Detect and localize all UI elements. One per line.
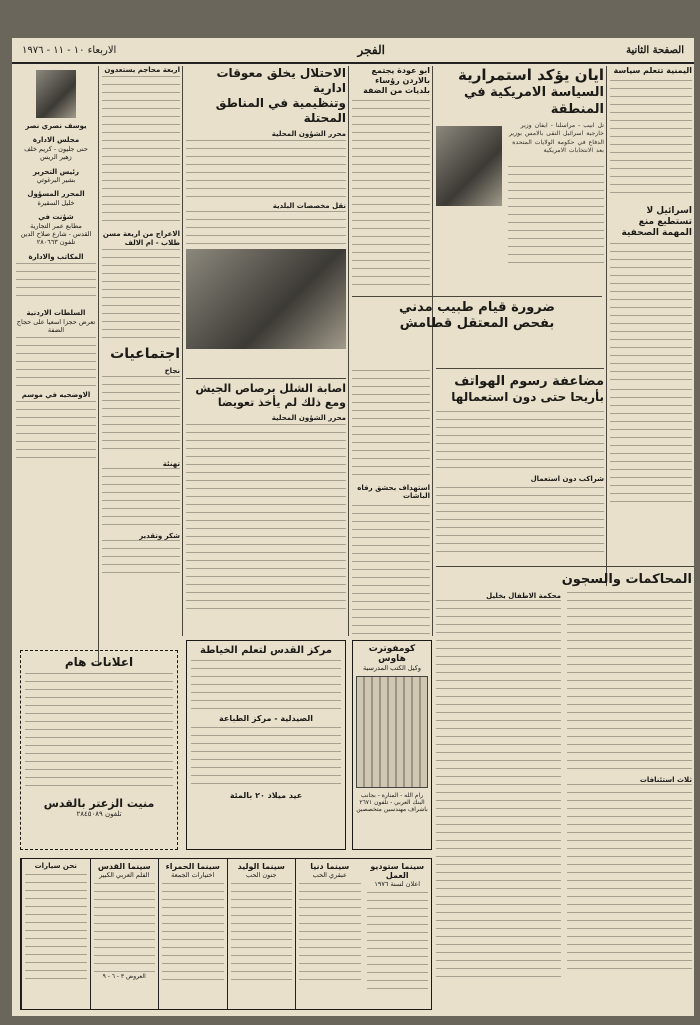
office-title: المكاتب والادارة bbox=[28, 252, 84, 261]
staff-box bbox=[16, 66, 96, 656]
body-text bbox=[16, 401, 96, 461]
column-rule bbox=[182, 66, 183, 636]
photo-minister bbox=[436, 126, 502, 206]
newspaper-page bbox=[12, 38, 694, 1016]
occupation-headline-2: وتنظيمية في المناطق المحتلة bbox=[215, 96, 346, 125]
thanks-headline: شكر وتقدير bbox=[139, 532, 180, 541]
body-text bbox=[299, 883, 361, 983]
print-title: شؤنت في bbox=[38, 213, 74, 222]
cinema-film: اعلان لسنة ١٩٧٦ bbox=[374, 880, 421, 888]
body-text bbox=[610, 243, 692, 383]
right-column: اليمنية تتعلم سياسة اسرائيل لا تستطيع منع المهمة الصحفية bbox=[610, 66, 692, 586]
ad-computer-title: كومفوترت هاوس bbox=[368, 644, 416, 664]
section-label: الصفحة الثانية bbox=[626, 44, 684, 56]
section-divider bbox=[352, 296, 602, 297]
body-text bbox=[436, 487, 604, 557]
board-extra: زهير الريس bbox=[40, 153, 72, 162]
cinema-times: العروض ٣ - ٦ - ٩ bbox=[102, 973, 146, 980]
phones-story bbox=[436, 374, 604, 564]
paper-name: الفجر bbox=[357, 43, 385, 57]
board-members: حنى جليون - كريم خلف bbox=[24, 144, 88, 153]
body-text bbox=[94, 883, 156, 973]
body-text bbox=[25, 874, 87, 984]
notice-line: منيت الزعتر بالقدس bbox=[43, 797, 155, 810]
doctor-headline-2: بفحص المعتقل قطامش bbox=[399, 316, 555, 331]
photo-editor bbox=[36, 70, 76, 118]
cinema-col bbox=[295, 859, 364, 1009]
body-text bbox=[508, 166, 604, 266]
ad-computer-address: رام الله - المنارة - بجانب البنك العربي - تلفون ٢٦٧١ bbox=[359, 792, 425, 806]
social-headline: اجتماعيات bbox=[110, 346, 180, 363]
body-text bbox=[25, 673, 173, 793]
cinema-film: جنون الحب bbox=[245, 871, 277, 879]
body-text bbox=[436, 600, 561, 980]
shooting-story bbox=[186, 382, 346, 632]
lead-story bbox=[436, 66, 604, 276]
body-text bbox=[186, 424, 346, 614]
body-text bbox=[102, 249, 180, 339]
issue-date: الاربعاء ١٠ - ١١ - ١٩٧٦ bbox=[22, 44, 117, 56]
phones-headline: مضاعفة رسوم الهواتف bbox=[454, 374, 604, 389]
masthead bbox=[12, 38, 694, 64]
body-text bbox=[191, 660, 341, 710]
body-text bbox=[186, 211, 346, 245]
body-text bbox=[162, 883, 224, 983]
ad-computer-image bbox=[356, 676, 428, 788]
shooting-headline-2: ومع ذلك لم يأخذ تعويضا bbox=[217, 396, 346, 409]
column-rule bbox=[348, 66, 349, 636]
body-text bbox=[102, 468, 180, 528]
cinema-col bbox=[227, 859, 296, 1009]
body-text bbox=[436, 411, 604, 471]
chief-name: بشير البرغوثي bbox=[36, 176, 76, 185]
cinema-title: سينما دنيا bbox=[310, 862, 350, 871]
body-text bbox=[352, 370, 430, 480]
body-text bbox=[352, 505, 430, 638]
social-subhead-2: تهنئة bbox=[162, 459, 180, 468]
phones-subhead: شراكب دون استعمال bbox=[530, 475, 604, 483]
courts-subhead: محكمة الاطفال بخليل bbox=[486, 592, 561, 600]
body-text bbox=[102, 376, 180, 456]
middle-left-column bbox=[102, 66, 180, 646]
dispute-headline: اربعة محاجم بستعدون bbox=[104, 66, 180, 74]
cinema-col bbox=[90, 859, 159, 1009]
ad-title: مركز القدس لتعلم الخياطة bbox=[200, 645, 332, 656]
lead-headline-2: السياسة الامريكية في المنطقة bbox=[463, 85, 604, 117]
body-text bbox=[16, 337, 96, 387]
body-text bbox=[352, 100, 430, 290]
doctor-headline: ضرورة قيام طبيب مدني bbox=[399, 300, 555, 315]
byline: محرر الشؤون المحلية bbox=[271, 414, 346, 422]
cinema-film: عبقري الحب bbox=[312, 871, 347, 879]
body-text bbox=[191, 727, 341, 787]
visit-story bbox=[352, 66, 430, 296]
courts-story bbox=[436, 572, 692, 1012]
cinema-title: سينما الوليد bbox=[237, 862, 285, 871]
chief-title: رئيس التحرير bbox=[32, 167, 80, 176]
cinema-film: الفلم العربي الكبير bbox=[99, 871, 150, 879]
ad-computer-subtitle: وكيل الكتب المدرسية bbox=[363, 664, 421, 672]
ad-offer: عيد ميلاد ٢٠ بالمئة bbox=[229, 791, 303, 800]
body-text bbox=[102, 540, 180, 580]
cinema-col bbox=[158, 859, 227, 1009]
courts-subhead-2: ثلاث استئنافات bbox=[639, 776, 692, 784]
ad-computer bbox=[352, 640, 432, 850]
phones-headline-2: بأريحا حتى دون استعمالها bbox=[451, 390, 604, 404]
lead-intro: تل ابيب - مراسلنا - ايفان وزير خارجية اسرائيل التقى بالامس بوزير الدفاع في حكومة الولايات المتحدة بعد الانتخابات الامريكية bbox=[508, 122, 604, 155]
body-text bbox=[567, 592, 692, 772]
cinema-strip bbox=[20, 858, 432, 1010]
cinema-rightbox bbox=[21, 859, 90, 1009]
cinema-title: سينما ستوديو العمل bbox=[370, 862, 425, 880]
israel-headline: اسرائيل لا تستطيع منع المهمة الصحفية bbox=[621, 206, 692, 238]
cinema-title: نحن سيارات bbox=[34, 862, 77, 870]
shooting-subhead: استهداف بحشق رفاه الباشات bbox=[357, 484, 430, 501]
body-text bbox=[186, 140, 346, 200]
social-subhead: نجاح bbox=[164, 367, 180, 376]
ad-computer-note: باشراف مهندسين متخصصين bbox=[356, 806, 428, 813]
notice-title: اعلانات هام bbox=[64, 655, 134, 669]
section-divider bbox=[186, 378, 346, 379]
body-text bbox=[567, 784, 692, 974]
section-divider bbox=[436, 368, 604, 369]
cinema-title: سينما القدس bbox=[97, 862, 151, 871]
photo-caption: الاعراج من اربعة مسن طلاب - ام الالف bbox=[102, 230, 180, 247]
notice-box bbox=[20, 650, 178, 850]
section-divider bbox=[436, 566, 694, 567]
body-text bbox=[610, 80, 692, 200]
occupation-headline: الاحتلال يخلق معوقات ادارية bbox=[216, 66, 346, 95]
ad-subtitle: الصيدلية - مركز الطباعة bbox=[219, 714, 313, 723]
phone: تلفون ٢٨٠٦٦٣ bbox=[36, 238, 76, 247]
editor-name: يوسف نصري نصر bbox=[25, 122, 87, 130]
body-text bbox=[367, 892, 429, 992]
notice-phone: تلفون ٢٨٤٥٠٨٩ bbox=[76, 810, 122, 818]
board-title: مجلس الادارة bbox=[32, 136, 80, 145]
ad-center bbox=[186, 640, 346, 850]
shooting-headline: اصابة الشلل برصاص الجيش bbox=[195, 382, 346, 395]
body-text bbox=[102, 76, 180, 226]
doctor-body bbox=[352, 338, 430, 638]
courts-headline: المحاكمات والسجون bbox=[561, 572, 692, 587]
lead-headline: ايان يؤكد استمرارية bbox=[458, 66, 604, 84]
cinema-col bbox=[364, 859, 432, 1009]
column-rule bbox=[98, 66, 99, 666]
resp-title: المحرر المسؤول bbox=[27, 190, 85, 199]
occupation-story bbox=[186, 66, 346, 396]
resp-name: خليل السقيرة bbox=[37, 198, 75, 207]
column-rule bbox=[606, 66, 607, 586]
occupation-subhead: نقل مخصصات البلدية bbox=[272, 202, 346, 211]
jordan-headline: السلطات الاردنية bbox=[26, 309, 86, 318]
byline: محرر الشؤون المحلية bbox=[271, 130, 346, 138]
cinema-title: سينما الحمراء bbox=[165, 862, 220, 871]
hajj-headline: الاوضحيه في موسم bbox=[21, 390, 91, 399]
body-text bbox=[16, 263, 96, 303]
visit-headline: ابو عودة يجتمع بالاردن رؤساء بلديات من الضفة bbox=[363, 66, 430, 95]
body-text bbox=[231, 883, 293, 983]
cinema-film: اختيارات الجمعة bbox=[171, 871, 215, 879]
jordan-subhead: تعرض حجزا اسعيا على حجاج الضفة bbox=[16, 317, 96, 335]
print-name: مطابع عمر التجارية bbox=[30, 221, 82, 230]
photo-vehicle bbox=[186, 249, 346, 349]
body-text bbox=[610, 389, 692, 509]
address: القدس - شارع صلاح الدين bbox=[20, 230, 92, 239]
